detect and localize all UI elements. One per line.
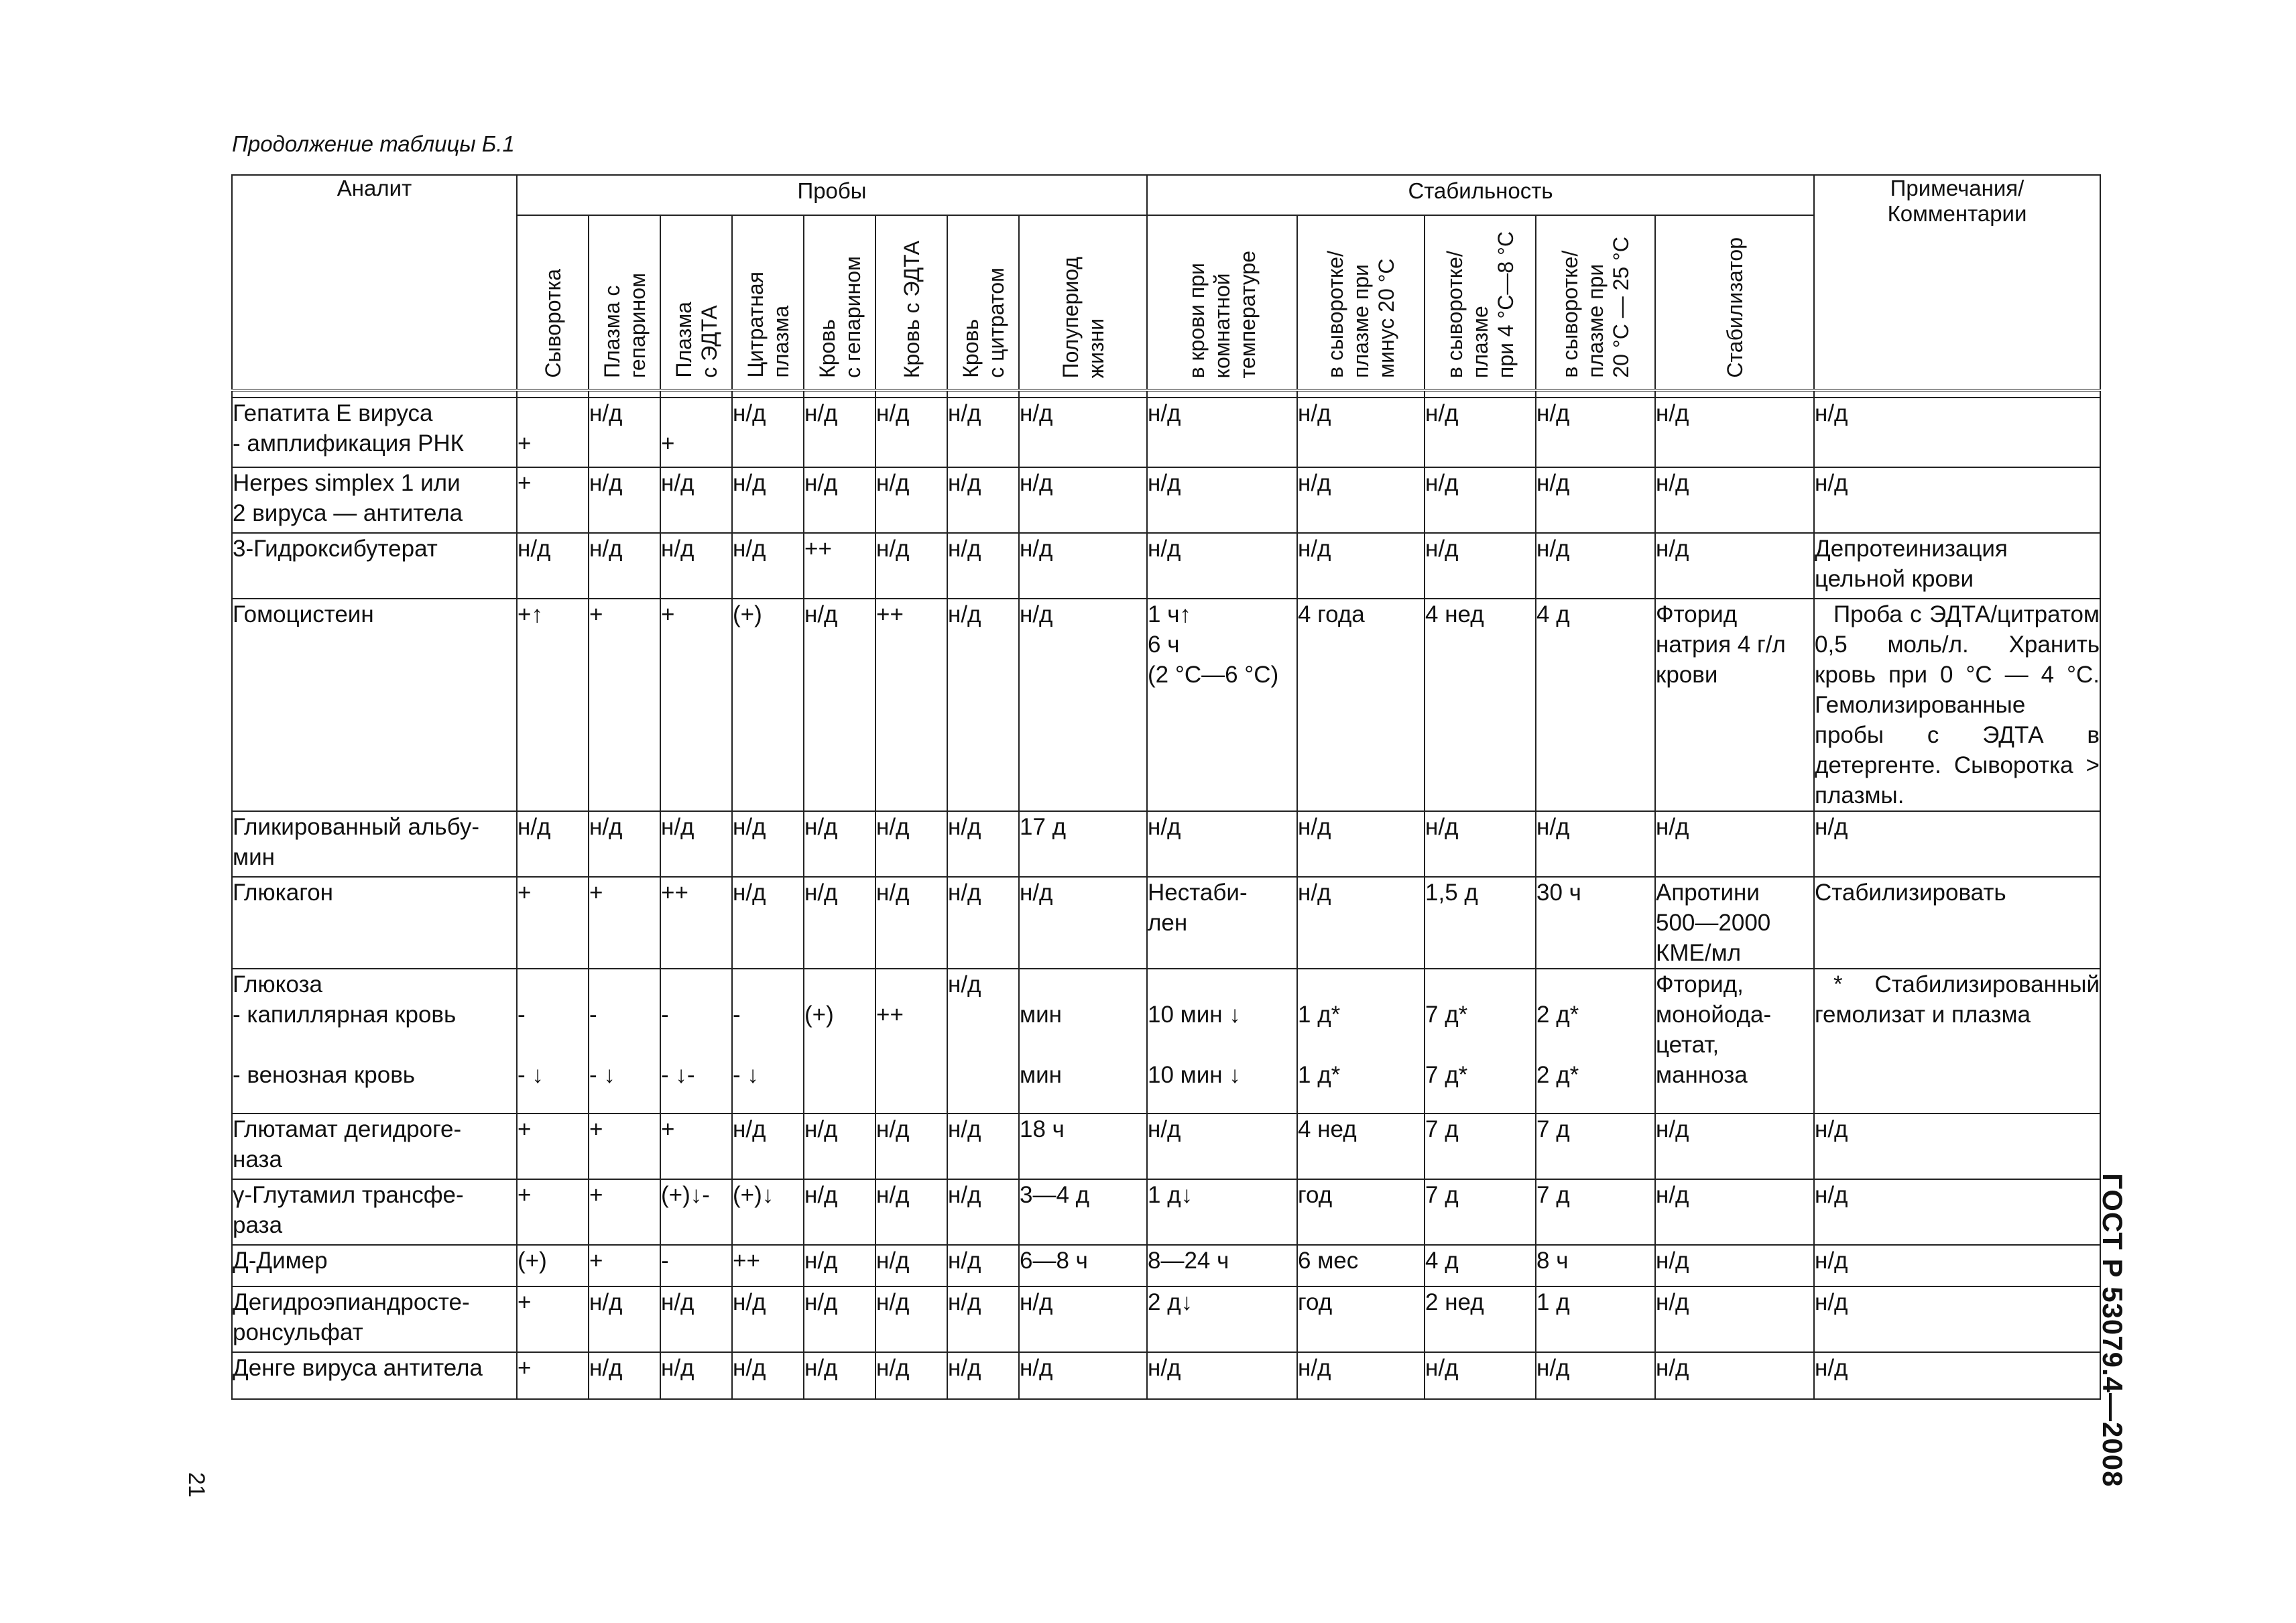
cell-citrate-blood: н/д [947,1179,1019,1245]
cell-stability-room-temp: н/д [1147,811,1297,877]
cell-stability-4-8: 4 нед [1425,599,1536,811]
cell-heparin-plasma: + [589,1245,660,1286]
cell-notes: н/д [1814,398,2100,467]
cell-edta-plasma: + [660,599,732,811]
cell-citrate-plasma: н/д [732,467,804,533]
cell-citrate-plasma: н/д [732,533,804,599]
cell-citrate-plasma: н/д [732,877,804,969]
cell-heparin-plasma: н/д [589,811,660,877]
cell-stability-20-25: 8 ч [1536,1245,1655,1286]
cell-stability-20-25: 7 д [1536,1179,1655,1245]
cell-notes: н/д [1814,1352,2100,1399]
cell-stability-room-temp: н/д [1147,533,1297,599]
cell-heparin-blood: н/д [804,1114,875,1179]
cell-stability-20-25: 1 д [1536,1286,1655,1352]
cell-heparin-blood: н/д [804,877,875,969]
header-serum: Сыворотка [517,215,589,390]
header-stabilizer: Стабилизатор [1655,215,1814,390]
table-row [232,969,2100,1114]
cell-half-life: мин мин [1019,969,1147,1114]
cell-stability-room-temp: н/д [1147,398,1297,467]
cell-stability-4-8: 1,5 д [1425,877,1536,969]
cell-edta-blood: н/д [875,467,947,533]
cell-stability-room-temp: 2 д↓ [1147,1286,1297,1352]
cell-analyte: Глюкагон [232,877,517,969]
cell-notes: * Стабилизированный гемолизат и плазма [1814,969,2100,1114]
cell-citrate-blood: н/д [947,811,1019,877]
cell-edta-blood: н/д [875,1114,947,1179]
cell-serum: + [517,877,589,969]
cell-edta-plasma: н/д [660,533,732,599]
cell-half-life: н/д [1019,467,1147,533]
cell-citrate-blood: н/д [947,1286,1019,1352]
cell-heparin-plasma: н/д [589,533,660,599]
cell-citrate-plasma: н/д [732,1286,804,1352]
cell-stabilizer: н/д [1655,1245,1814,1286]
cell-heparin-blood: ++ [804,533,875,599]
header-citrate-blood: Кровь с цитратом [947,215,1019,390]
cell-edta-blood: н/д [875,877,947,969]
cell-stability-minus20: 1 д* 1 д* [1297,969,1425,1114]
cell-serum: + [517,1286,589,1352]
cell-half-life: н/д [1019,1352,1147,1399]
cell-stability-room-temp: н/д [1147,1352,1297,1399]
cell-serum: (+) [517,1245,589,1286]
cell-notes: Депротеинизация цельной крови [1814,533,2100,599]
header-stability-minus20: в сыворотке/ плазме при минус 20 °С [1297,215,1425,390]
cell-edta-blood: н/д [875,1352,947,1399]
cell-half-life: 17 д [1019,811,1147,877]
cell-analyte: Дегидроэпиандросте- ронсульфат [232,1286,517,1352]
cell-stability-room-temp: н/д [1147,1114,1297,1179]
cell-heparin-plasma: н/д [589,1352,660,1399]
table-row [232,599,2100,811]
cell-stability-room-temp: Нестаби- лен [1147,877,1297,969]
cell-citrate-blood: н/д [947,1245,1019,1286]
cell-stability-20-25: 30 ч [1536,877,1655,969]
cell-heparin-blood: н/д [804,599,875,811]
header-half-life: Полупериод жизни [1019,215,1147,390]
cell-stability-minus20: н/д [1297,398,1425,467]
page-number: 21 [184,1472,209,1498]
cell-stability-4-8: н/д [1425,811,1536,877]
cell-edta-blood: н/д [875,1179,947,1245]
cell-citrate-plasma: н/д [732,1352,804,1399]
cell-stability-4-8: 2 нед [1425,1286,1536,1352]
cell-stabilizer: н/д [1655,398,1814,467]
cell-analyte: Гомоцистеин [232,599,517,811]
cell-citrate-plasma: н/д [732,398,804,467]
cell-citrate-plasma: ++ [732,1245,804,1286]
cell-heparin-plasma: + [589,877,660,969]
cell-stability-minus20: н/д [1297,467,1425,533]
cell-stability-room-temp: 1 ч↑ 6 ч (2 °С—6 °С) [1147,599,1297,811]
cell-stabilizer: н/д [1655,533,1814,599]
cell-stability-4-8: н/д [1425,398,1536,467]
cell-edta-plasma: + [660,1114,732,1179]
cell-stability-4-8: 4 д [1425,1245,1536,1286]
cell-analyte: Денге вируса антитела [232,1352,517,1399]
header-edta-plasma: Плазма с ЭДТА [660,215,732,390]
cell-stability-room-temp: 8—24 ч [1147,1245,1297,1286]
cell-stability-20-25: 4 д [1536,599,1655,811]
cell-citrate-blood: н/д [947,877,1019,969]
cell-edta-plasma: - - ↓- [660,969,732,1114]
cell-analyte: Гликированный альбу- мин [232,811,517,877]
header-separator [232,390,2100,398]
cell-analyte: Глютамат дегидроге- наза [232,1114,517,1179]
cell-notes: Проба с ЭДТА/цитратом 0,5 моль/л. Хранить кровь при 0 °С — 4 °С. Гемолизированные пробы с ЭДТА в детергенте. Сыворотка > плазмы. [1814,599,2100,811]
header-stability-20-25: в сыворотке/ плазме при 20 °С — 25 °С [1536,215,1655,390]
cell-serum: + [517,1114,589,1179]
cell-serum: + [517,398,589,467]
cell-half-life: н/д [1019,398,1147,467]
table-row [232,1179,2100,1245]
analyte-stability-table [231,174,2101,1400]
header-heparin-blood: Кровь с гепарином [804,215,875,390]
cell-citrate-blood: н/д [947,1352,1019,1399]
cell-stability-minus20: 4 нед [1297,1114,1425,1179]
cell-citrate-blood: н/д [947,1114,1019,1179]
cell-heparin-plasma: н/д [589,1286,660,1352]
cell-heparin-plasma: + [589,1114,660,1179]
cell-half-life: 3—4 д [1019,1179,1147,1245]
cell-serum: - - ↓ [517,969,589,1114]
cell-analyte: 3-Гидроксибутерат [232,533,517,599]
cell-heparin-plasma: - - ↓ [589,969,660,1114]
document-code: ГОСТ Р 53079.4—2008 [2097,1173,2128,1488]
cell-stabilizer: Апротини 500—2000 КМЕ/мл [1655,877,1814,969]
cell-half-life: н/д [1019,1286,1147,1352]
table-row [232,877,2100,969]
cell-stability-20-25: н/д [1536,811,1655,877]
table-row [232,1286,2100,1352]
cell-notes: н/д [1814,811,2100,877]
cell-heparin-blood: н/д [804,398,875,467]
table-caption: Продолжение таблицы Б.1 [232,131,515,156]
cell-citrate-blood: н/д [947,398,1019,467]
cell-heparin-plasma: н/д [589,467,660,533]
cell-citrate-plasma: (+)↓ [732,1179,804,1245]
header-stability-room-temp: в крови при комнатной температуре [1147,215,1297,390]
cell-serum: +↑ [517,599,589,811]
cell-stabilizer: н/д [1655,811,1814,877]
cell-stability-minus20: 6 мес [1297,1245,1425,1286]
cell-edta-blood: ++ [875,969,947,1114]
cell-serum: + [517,1352,589,1399]
cell-edta-blood: н/д [875,811,947,877]
cell-heparin-plasma: + [589,599,660,811]
cell-edta-plasma: - [660,1245,732,1286]
cell-citrate-blood: н/д [947,599,1019,811]
cell-stability-4-8: н/д [1425,467,1536,533]
cell-stabilizer: н/д [1655,1179,1814,1245]
cell-stability-20-25: н/д [1536,398,1655,467]
cell-notes: Стабилизировать [1814,877,2100,969]
cell-stability-minus20: н/д [1297,877,1425,969]
cell-stability-room-temp: н/д [1147,467,1297,533]
cell-citrate-plasma: н/д [732,811,804,877]
cell-notes: н/д [1814,467,2100,533]
cell-stability-minus20: н/д [1297,811,1425,877]
table-row [232,533,2100,599]
cell-stabilizer: н/д [1655,467,1814,533]
cell-serum: + [517,1179,589,1245]
table-row [232,811,2100,877]
cell-heparin-plasma: н/д [589,398,660,467]
cell-analyte: γ-Глутамил трансфе- раза [232,1179,517,1245]
cell-edta-blood: н/д [875,398,947,467]
cell-stability-room-temp: 1 д↓ [1147,1179,1297,1245]
header-notes: Примечания/ Комментарии [1814,175,2100,390]
cell-analyte: Гепатита Е вируса - амплификация РНК [232,398,517,467]
cell-stability-minus20: н/д [1297,533,1425,599]
cell-notes: н/д [1814,1179,2100,1245]
cell-heparin-blood: (+) [804,969,875,1114]
cell-stabilizer: н/д [1655,1114,1814,1179]
header-edta-blood: Кровь с ЭДТА [875,215,947,390]
cell-citrate-plasma: н/д [732,1114,804,1179]
cell-stability-4-8: н/д [1425,533,1536,599]
cell-citrate-plasma: (+) [732,599,804,811]
header-samples-group: Пробы [517,175,1147,215]
cell-analyte: Глюкоза - капиллярная кровь - венозная кровь [232,969,517,1114]
cell-analyte: Herpes simplex 1 или 2 вируса — антитела [232,467,517,533]
cell-stabilizer: Фторид, монойода- цетат, манноза [1655,969,1814,1114]
header-heparin-plasma: Плазма с гепарином [589,215,660,390]
cell-edta-blood: н/д [875,1245,947,1286]
cell-heparin-blood: н/д [804,1286,875,1352]
cell-stability-4-8: н/д [1425,1352,1536,1399]
cell-heparin-blood: н/д [804,1245,875,1286]
cell-notes: н/д [1814,1286,2100,1352]
cell-stability-minus20: н/д [1297,1352,1425,1399]
cell-heparin-blood: н/д [804,1352,875,1399]
cell-half-life: 18 ч [1019,1114,1147,1179]
cell-stabilizer: н/д [1655,1286,1814,1352]
table-row [232,398,2100,467]
cell-edta-plasma: н/д [660,1352,732,1399]
cell-notes: н/д [1814,1114,2100,1179]
cell-edta-blood: н/д [875,1286,947,1352]
cell-stability-minus20: год [1297,1286,1425,1352]
cell-serum: н/д [517,811,589,877]
cell-stability-20-25: н/д [1536,533,1655,599]
cell-half-life: н/д [1019,599,1147,811]
header-citrate-plasma: Цитратная плазма [732,215,804,390]
cell-stability-20-25: н/д [1536,467,1655,533]
table-row [232,467,2100,533]
cell-stability-4-8: 7 д [1425,1114,1536,1179]
cell-serum: н/д [517,533,589,599]
cell-edta-plasma: н/д [660,811,732,877]
cell-citrate-plasma: - - ↓ [732,969,804,1114]
cell-stability-room-temp: 10 мин ↓ 10 мин ↓ [1147,969,1297,1114]
cell-stability-4-8: 7 д* 7 д* [1425,969,1536,1114]
header-analyte: Аналит [232,175,517,390]
cell-edta-plasma: + [660,398,732,467]
cell-edta-plasma: н/д [660,467,732,533]
cell-half-life: н/д [1019,533,1147,599]
cell-edta-plasma: (+)↓- [660,1179,732,1245]
cell-stability-minus20: год [1297,1179,1425,1245]
table-row [232,1352,2100,1399]
cell-citrate-blood: н/д [947,533,1019,599]
cell-stability-20-25: н/д [1536,1352,1655,1399]
cell-stability-20-25: 2 д* 2 д* [1536,969,1655,1114]
cell-heparin-blood: н/д [804,811,875,877]
cell-edta-blood: н/д [875,533,947,599]
header-stability-group: Стабильность [1147,175,1814,215]
cell-edta-plasma: ++ [660,877,732,969]
cell-edta-plasma: н/д [660,1286,732,1352]
cell-stability-minus20: 4 года [1297,599,1425,811]
cell-analyte: Д-Димер [232,1245,517,1286]
cell-stabilizer: н/д [1655,1352,1814,1399]
cell-serum: + [517,467,589,533]
cell-notes: н/д [1814,1245,2100,1286]
cell-heparin-plasma: + [589,1179,660,1245]
cell-citrate-blood: н/д [947,969,1019,1114]
header-stability-4-8: в сыворотке/ плазме при 4 °С—8 °С [1425,215,1536,390]
cell-stability-4-8: 7 д [1425,1179,1536,1245]
cell-half-life: н/д [1019,877,1147,969]
cell-citrate-blood: н/д [947,467,1019,533]
cell-heparin-blood: н/д [804,467,875,533]
cell-edta-blood: ++ [875,599,947,811]
table-row [232,1245,2100,1286]
cell-half-life: 6—8 ч [1019,1245,1147,1286]
table-row [232,1114,2100,1179]
cell-stabilizer: Фторид натрия 4 г/л крови [1655,599,1814,811]
cell-heparin-blood: н/д [804,1179,875,1245]
cell-stability-20-25: 7 д [1536,1114,1655,1179]
